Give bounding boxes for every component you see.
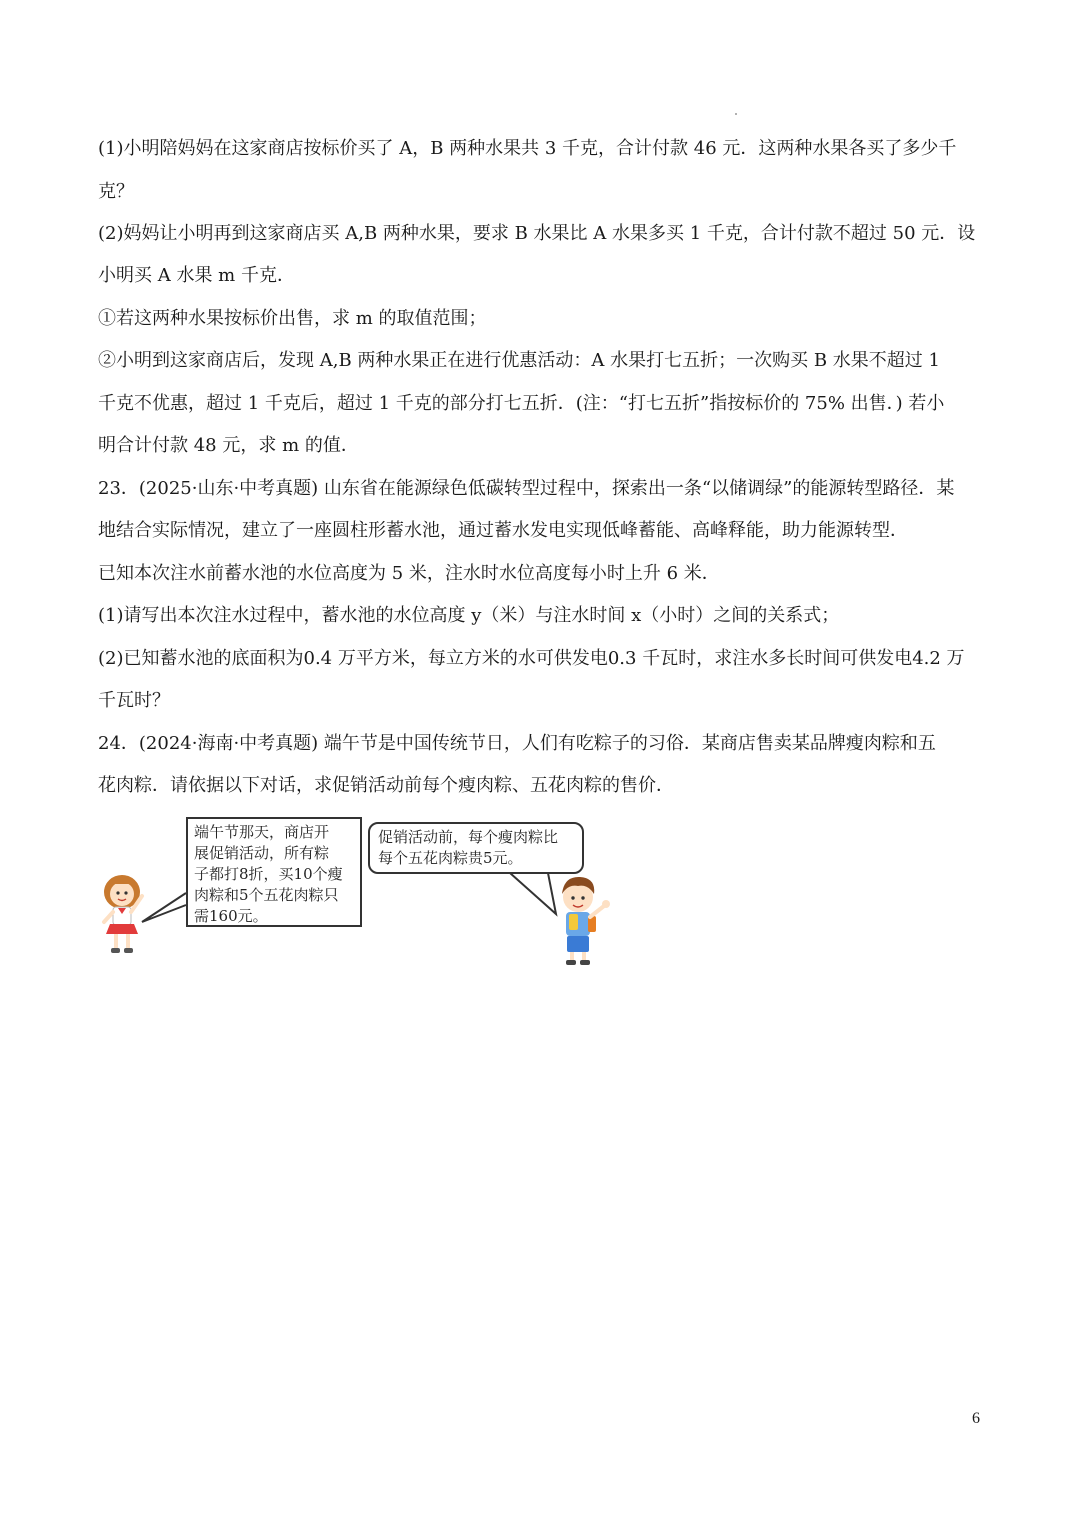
bubble-text-line: 促销活动前，每个瘦肉粽比 [378, 828, 559, 846]
text-line: ②小明到这家商店后，发现 A,B 两种水果正在进行优惠活动：A 水果打七五折；一次购买 B 水果不超过 1 [98, 350, 940, 371]
boy-bubble-tail [510, 873, 556, 914]
text-line: (2)妈妈让小明再到这家商店买 A,B 两种水果，要求 B 水果比 A 水果多买 1 千克，合计付款不超过 50 元．设 [98, 223, 976, 244]
bubble-text-line: 肉粽和5个五花肉粽只 [194, 886, 339, 904]
text-line: (1)请写出本次注水过程中，蓄水池的水位高度 y（米）与注水时间 x（小时）之间的关系式； [98, 605, 840, 626]
boy-illustration [562, 877, 610, 965]
text-line: 小明买 A 水果 m 千克． [98, 265, 295, 286]
text-line: 千瓦时？ [98, 690, 170, 711]
question-24-heading: 24．(2024·海南·中考真题) 端午节是中国传统节日，人们有吃粽子的习俗．某商店售卖某品牌瘦肉粽和五 [98, 733, 936, 754]
text-line: 已知本次注水前蓄水池的水位高度为 5 米，注水时水位高度每小时上升 6 米． [98, 563, 720, 584]
text-line: (2)已知蓄水池的底面积为0.4 万平方米，每立方米的水可供发电0.3 千瓦时，求注水多长时间可供发电4.2 万 [98, 648, 965, 669]
girl-bubble-tail [142, 893, 186, 922]
bubble-text-line: 端午节那天，商店开 [194, 823, 330, 841]
text-line: 地结合实际情况，建立了一座圆柱形蓄水池，通过蓄水发电实现低峰蓄能、高峰释能，助力能源转型． [98, 520, 908, 541]
text-line: 克？ [98, 181, 134, 202]
page-number: 6 [972, 1410, 980, 1427]
text-line: 千克不优惠，超过 1 千克后，超过 1 千克的部分打七五折．(注：“打七五折”指按标价的 75% 出售．) 若小 [98, 393, 945, 414]
text-line: ①若这两种水果按标价出售，求 m 的取值范围； [98, 308, 487, 329]
bubble-text-line: 展促销活动，所有粽 [194, 844, 330, 862]
bubble-text-line: 子都打8折，买10个瘦 [194, 865, 343, 883]
girl-illustration [104, 875, 142, 953]
text-line: (1)小明陪妈妈在这家商店按标价买了 A，B 两种水果共 3 千克，合计付款 46 元．这两种水果各买了多少千 [98, 138, 957, 159]
boy-speech-bubble [368, 822, 584, 874]
text-line: 明合计付款 48 元，求 m 的值． [98, 435, 359, 456]
bubble-text-line: 每个五花肉粽贵5元。 [378, 849, 523, 867]
text-line: 花肉粽．请依据以下对话，求促销活动前每个瘦肉粽、五花肉粽的售价． [98, 775, 674, 796]
bubble-text-line: 需160元。 [194, 907, 268, 925]
question-23-heading: 23．(2025·山东·中考真题) 山东省在能源绿色低碳转型过程中，探索出一条“以储调绿”的能源转型路径．某 [98, 478, 955, 499]
girl-speech-bubble [186, 817, 362, 927]
